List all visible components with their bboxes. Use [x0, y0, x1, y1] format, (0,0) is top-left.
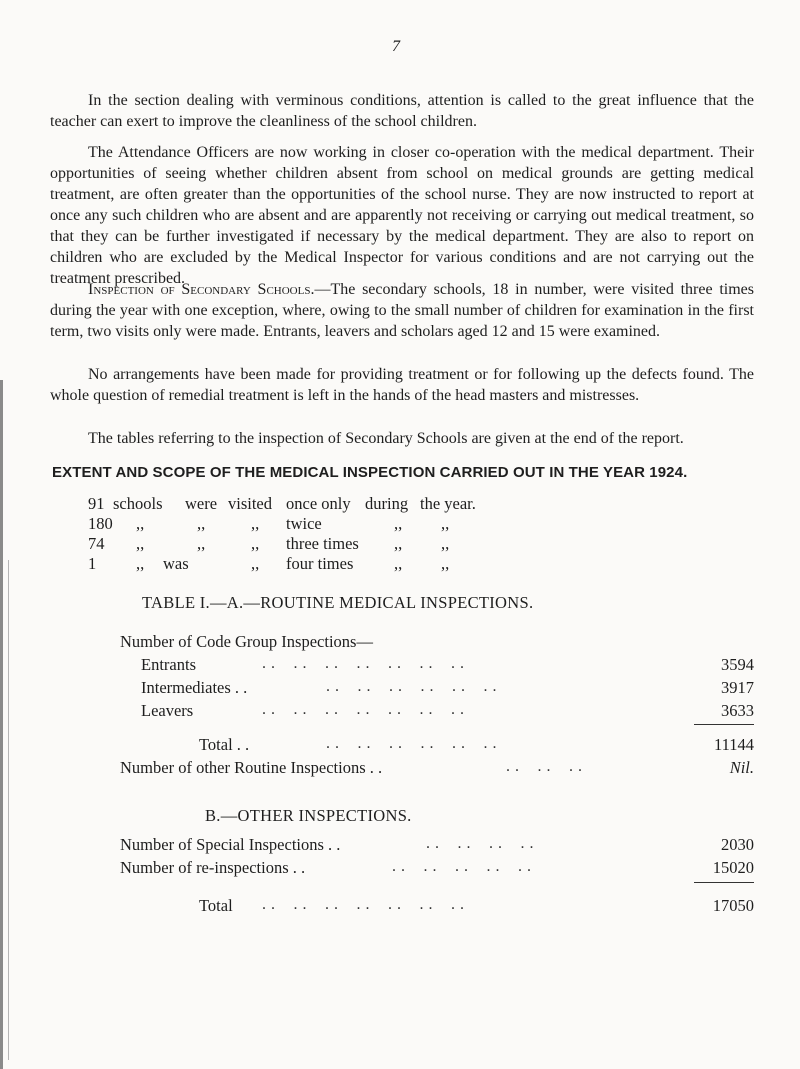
section-lead: Inspection of Secondary Schools. [88, 281, 315, 298]
table-a-row-label: Entrants [141, 655, 196, 674]
table-a-total-value: 11144 [713, 735, 754, 754]
page-edge-line [8, 560, 9, 1060]
table-a-row-value: 3917 [721, 678, 754, 697]
table-a-row-label: Leavers [141, 701, 194, 720]
leader-dots: . . . . . . . . . . . . . . [262, 655, 465, 672]
sum-rule [694, 724, 754, 725]
leader-dots: . . . . . . . . . . . . [326, 678, 497, 695]
table-b-row-label: Number of Special Inspections . . [120, 835, 341, 854]
leader-dots: . . . . . . . . . . . . . . [262, 896, 465, 913]
table-a-total-label: Total . . [199, 735, 250, 754]
sum-rule [694, 882, 754, 883]
extent-heading: EXTENT AND SCOPE OF THE MEDICAL INSPECTION CARRIED OUT IN THE YEAR 1924. [52, 464, 688, 481]
leader-dots: . . . . . . . . . . [392, 858, 532, 875]
table-b-total-label: Total [199, 896, 233, 915]
leader-dots: . . . . . . . . . . . . . . [262, 701, 465, 718]
table-a-row-label: Intermediates . . [141, 678, 248, 697]
table-b-row-value: 2030 [721, 835, 754, 854]
leader-dots: . . . . . . . . . . . . [326, 735, 497, 752]
table-a-row-value: 3594 [721, 655, 754, 674]
section-body: —The secondary schools, 18 in number, were visited three times during the year with one exception, where, owing to the small number of children for examination in the first term, two visits only were made. Entrants, leavers and scholars aged 12 and 15 were examined. [50, 281, 754, 340]
paragraph-verminous: In the section dealing with verminous conditions, attention is called to the great influence that the teacher can exert to improve the cleanliness of the school children. [50, 92, 754, 130]
other-routine-value: Nil. [729, 758, 754, 777]
page-edge-shadow [0, 380, 3, 1069]
other-routine-label: Number of other Routine Inspections . . [120, 758, 383, 777]
table-b-row-value: 15020 [712, 858, 754, 877]
leader-dots: . . . . . . . . [426, 835, 534, 852]
table-b-total-value: 17050 [712, 896, 754, 915]
paragraph-attendance-officers: The Attendance Officers are now working in closer co-operation with the medical department. Their opportunities of seeing whether children absent from school on medical grounds are getting medical treatment, are often greater than the opportunities of the school nurse. They are now instructed to report at once any such children who are absent and are apparently not receiving or carrying out medical treatment, so that they can be further investigated if necessary by the medical department. They are also to report on children who are excluded by the Medical Inspector for various conditions and are not carrying out the treatment prescribed. [50, 144, 754, 287]
table-b-title: B.—OTHER INSPECTIONS. [205, 806, 412, 825]
paragraph-secondary-schools [50, 279, 754, 342]
table-a-title: TABLE I.—A.—ROUTINE MEDICAL INSPECTIONS. [142, 593, 534, 612]
paragraph-tables-reference: The tables referring to the inspection of Secondary Schools are given at the end of the report. [88, 430, 684, 447]
paragraph-remedial-treatment: No arrangements have been made for providing treatment or for following up the defects found. The whole question of remedial treatment is left in the hands of the head masters and mistresses. [50, 366, 754, 404]
page-number: 7 [392, 38, 400, 55]
code-group-label: Number of Code Group Inspections— [120, 632, 373, 651]
table-a-row-value: 3633 [721, 701, 754, 720]
leader-dots: . . . . . . [506, 758, 583, 775]
table-b-row-label: Number of re-inspections . . [120, 858, 306, 877]
